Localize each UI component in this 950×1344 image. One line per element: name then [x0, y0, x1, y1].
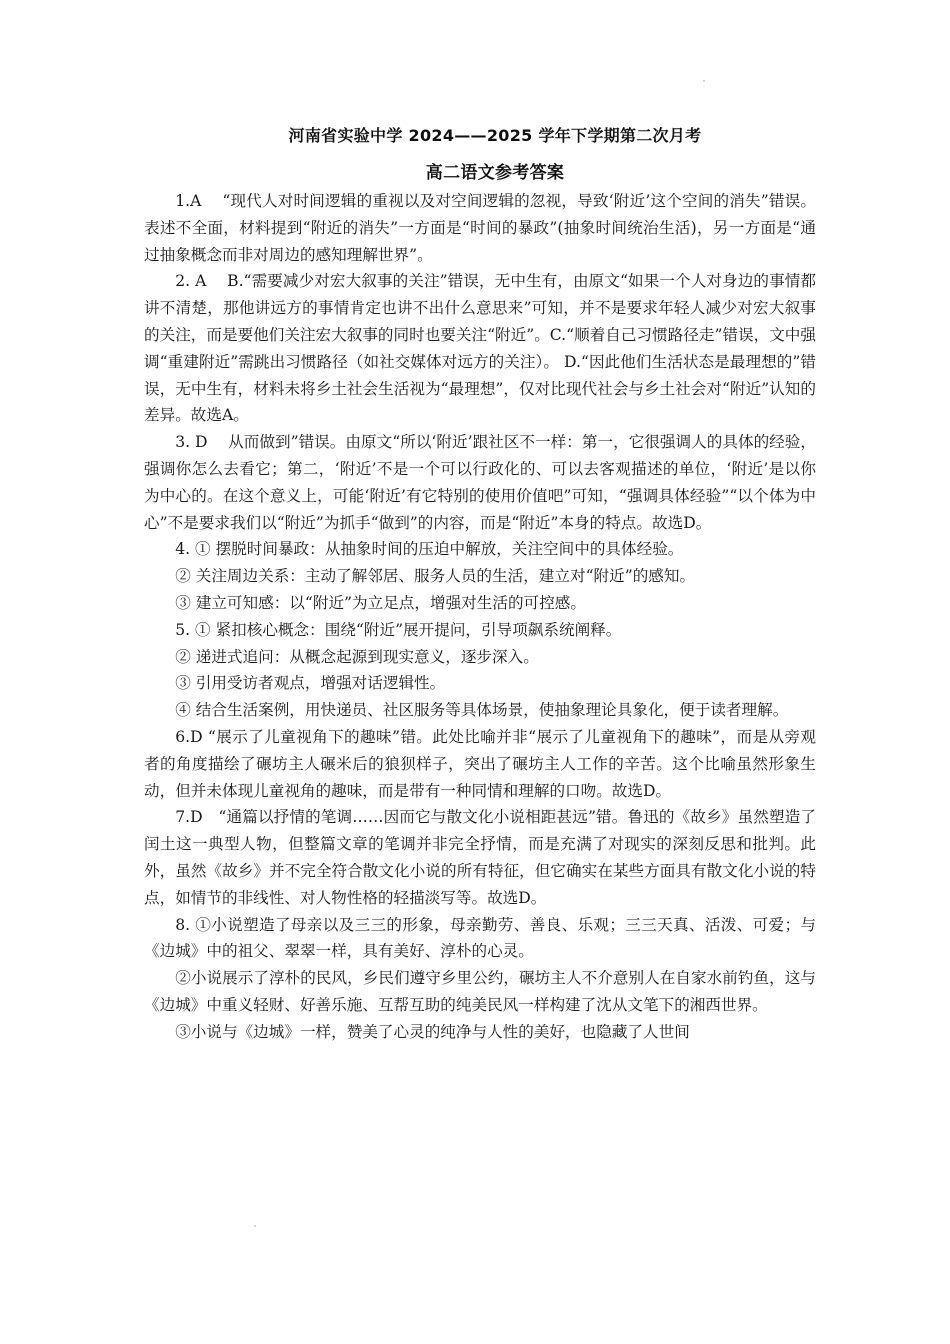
answer-paragraph: ③小说与《边城》一样，赞美了心灵的纯净与人性的美好，也隐藏了人世间 — [175, 1022, 690, 1041]
answer-paragraph: 7.D “通篇以抒情的笔调……因而它与散文化小说相距甚远”错。鲁迅的《故乡》虽然塑造了闰土这一典型人物，但整篇文章的笔调并非完全抒情，而是充满了对现实的深刻反思和批判。此外，虽然《故乡》并不完全符合散文化小说的所有特征，但它确实在某些方面具有散文化小说的特点，如情节的非线性、对人物性格的轻描淡写等。故选D。 — [144, 808, 816, 907]
scan-speck — [703, 80, 705, 82]
answer-paragraph: ④ 结合生活案例，用快递员、社区服务等具体场景，使抽象理论具象化，便于读者理解。 — [175, 701, 789, 720]
answer-paragraph: ② 关注周边关系：主动了解邻居、服务人员的生活，建立对“附近”的感知。 — [175, 567, 696, 586]
document-subtitle: 高二语文参考答案 — [425, 163, 565, 183]
answer-paragraph: 3. D 从而做到”错误。由原文“所以‘附近’跟社区不一样：第一，它很强调人的具体的经验，强调你怎么去看它；第二，‘附近’不是一个可以行政化的、可以去客观描述的单位，‘附近’是以你为中心的。在这个意义上，可能‘附近’有它特别的使用价值吧”可知，“强调具体经验”“以个体为中心”不是要求我们以“附近”为抓手“做到”的内容，而是“附近”本身的特点。故选D。 — [144, 433, 816, 532]
answer-paragraph: 6.D “展示了儿童视角下的趣味”错。此处比喻并非“展示了儿童视角下的趣味”，而是从旁观者的角度描绘了碾坊主人碾米后的狼狈样子，突出了碾坊主人工作的辛苦。这个比喻虽然形象生动，但并未体现儿童视角的趣味，而是带有一种同情和理解的口吻。故选D。 — [144, 727, 816, 800]
answer-paragraph: ③ 引用受访者观点，增强对话逻辑性。 — [175, 674, 446, 693]
answer-paragraph: ③ 建立可知感：以“附近”为立足点，增强对生活的可控感。 — [175, 593, 586, 612]
answer-paragraph: ② 递进式追问：从概念起源到现实意义，逐步深入。 — [175, 647, 539, 666]
answer-paragraph: 2. A B.“需要减少对宏大叙事的关注”错误，无中生有，由原文“如果一个人对身边的事情都讲不清楚，那他讲远方的事情肯定也讲不出什么意思来”可知，并不是要求年轻人减少对宏大叙事的关注，而是要他们关注宏大叙事的同时也要关注“附近”。C.“顺着自己习惯路径走”错误，文中强调“重建附近”需跳出习惯路径（如社交媒体对远方的关注）。 D.“因此他们生活状态是最理想的”错误，无中生有，材料未将乡土社会生活视为“最理想”，仅对比现代社会与乡土社会对“附近”认知的差异。故选A。 — [144, 272, 816, 425]
answer-paragraph: 4. ① 摆脱时间暴政：从抽象时间的压迫中解放，关注空间中的具体经验。 — [175, 540, 684, 559]
answer-paragraph: ②小说展示了淳朴的民风，乡民们遵守乡里公约，碾坊主人不介意别人在自家水前钓鱼，这与《边城》中重义轻财、好善乐施、互帮互助的纯美民风一样构建了沈从文笔下的湘西世界。 — [144, 969, 816, 1014]
answer-paragraph: 8. ①小说塑造了母亲以及三三的形象，母亲勤劳、善良、乐观；三三天真、活泼、可爱；与《边城》中的祖父、翠翠一样，具有美好、淳朴的心灵。 — [144, 915, 816, 961]
answer-body — [144, 188, 816, 1046]
answer-paragraph: 5. ① 紧扣核心概念：围绕“附近”展开提问，引导项飙系统阐释。 — [175, 620, 622, 639]
scan-speck — [254, 1225, 256, 1227]
exam-title: 河南省实验中学 2024——2025 学年下学期第二次月考 — [288, 126, 702, 145]
answer-paragraph: 1.A “现代人对时间逻辑的重视以及对空间逻辑的忽视，导致‘附近’这个空间的消失”错误。表述不全面，材料提到“附近的消失”一方面是“时间的暴政”(抽象时间统治生活)，另一方面是“通过抽象概念而非对周边的感知理解世界”。 — [144, 192, 816, 264]
